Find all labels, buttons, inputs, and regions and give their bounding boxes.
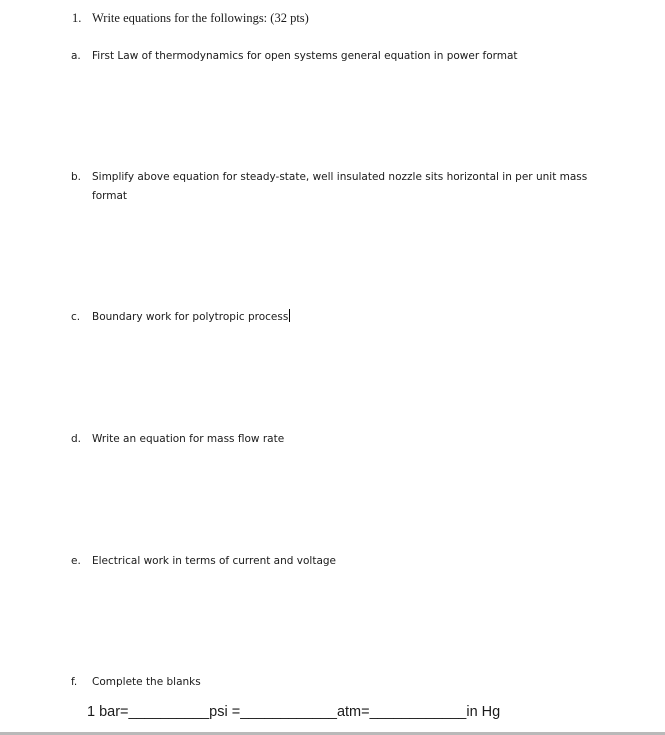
unit-conversion-blanks[interactable]: 1 bar=__________psi =____________atm=____________in Hg: [87, 704, 501, 720]
item-text[interactable]: Boundary work for polytropic process: [92, 311, 289, 323]
item-letter: e.: [71, 555, 81, 567]
item-b: [71, 168, 596, 206]
item-d: [71, 430, 611, 449]
item-text[interactable]: Complete the blanks: [92, 676, 201, 688]
item-letter: b.: [71, 171, 82, 183]
question-heading: [72, 11, 309, 26]
item-letter: f.: [71, 676, 78, 688]
item-text[interactable]: First Law of thermodynamics for open systems general equation in power format: [92, 50, 518, 62]
item-text[interactable]: Electrical work in terms of current and voltage: [92, 555, 336, 567]
item-c: [71, 308, 611, 327]
item-letter: d.: [71, 433, 82, 445]
text-cursor: [289, 309, 290, 322]
item-text-wrap[interactable]: [92, 308, 611, 327]
item-letter: a.: [71, 50, 81, 62]
question-title: Write equations for the followings: (32 pts): [92, 11, 309, 25]
item-f: [71, 673, 611, 692]
item-text[interactable]: Simplify above equation for steady-state, well insulated nozzle sits horizontal in per unit mass format: [92, 171, 588, 202]
item-e: [71, 552, 611, 571]
question-number: 1.: [72, 11, 82, 25]
item-a: [71, 47, 611, 66]
item-text[interactable]: Write an equation for mass flow rate: [92, 433, 285, 445]
item-letter: c.: [71, 311, 81, 323]
